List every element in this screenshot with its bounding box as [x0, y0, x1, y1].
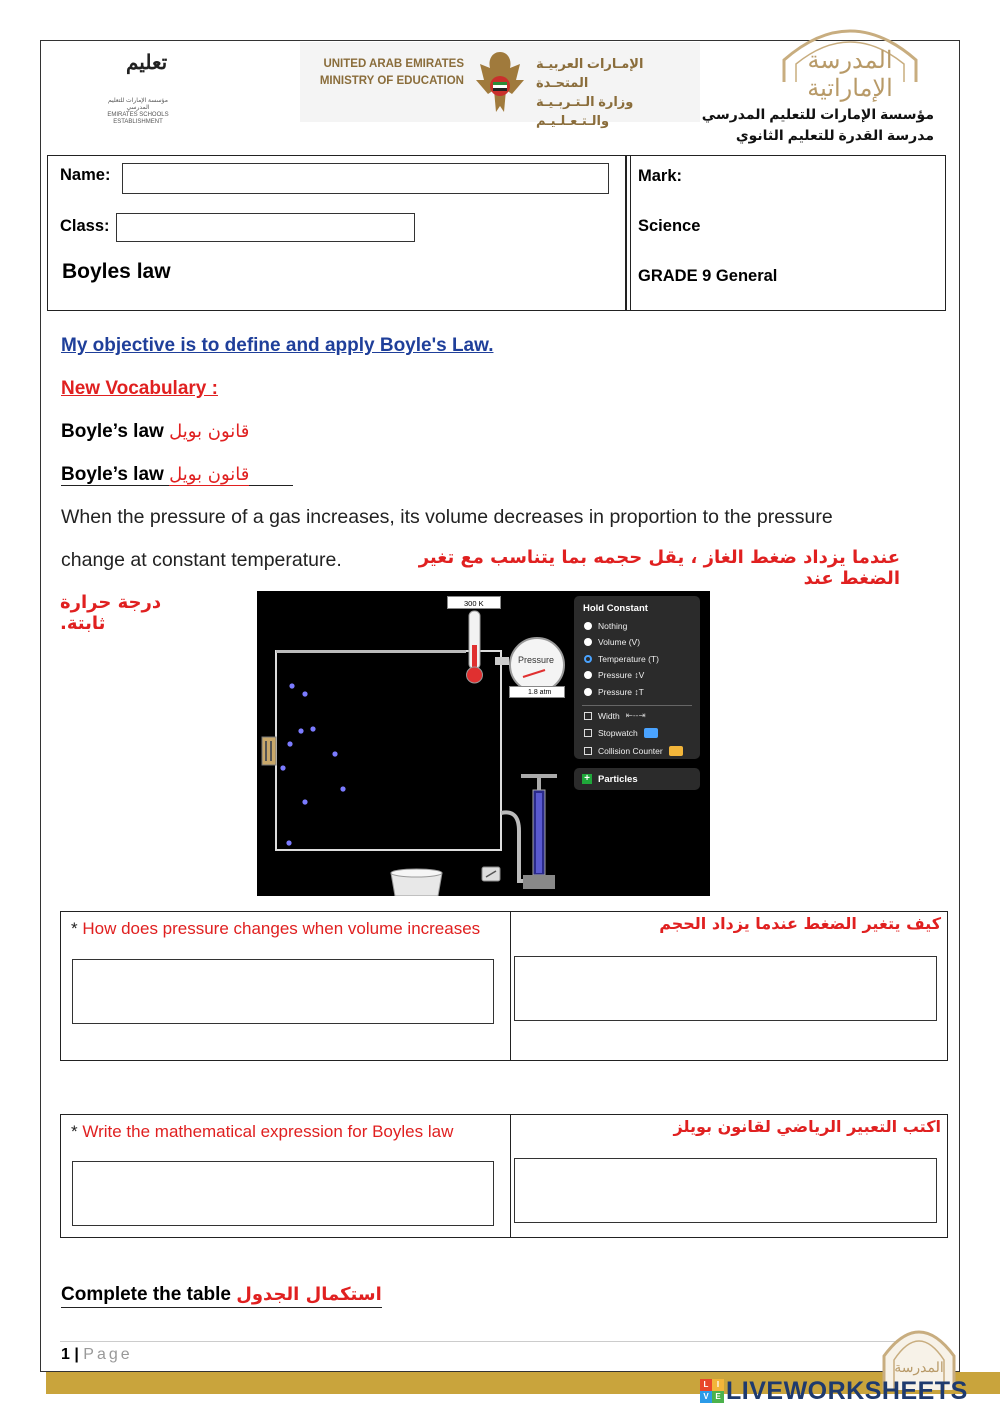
question-1-answer-ar[interactable]: [514, 956, 937, 1021]
worksheet-title: Boyles law: [62, 260, 171, 283]
question-2-answer-ar[interactable]: [514, 1158, 937, 1223]
check-width[interactable]: Width ⇤--⇥: [584, 710, 646, 721]
particle: [302, 799, 307, 804]
name-input[interactable]: [122, 163, 609, 194]
question-1-ar: كيف يتغير الضغط عندما يزداد الحجم: [659, 914, 941, 933]
vocab-term-1: Boyle’s law قانون بويل: [61, 421, 250, 442]
particle: [280, 765, 285, 770]
stopwatch-icon: [644, 728, 658, 738]
left-logo-caption: مؤسسة الإمارات للتعليم المدرسي EMIRATES SCHOOLS ESTABLISHMENT: [107, 98, 169, 125]
student-info-box: [47, 155, 946, 311]
option-pressure-v[interactable]: Pressure ↕V: [584, 670, 644, 680]
particle: [287, 741, 292, 746]
width-handle[interactable]: [262, 737, 276, 765]
definition-line-2: change at constant temperature.: [61, 549, 342, 571]
counter-icon: [669, 746, 683, 756]
radio-icon[interactable]: [584, 638, 592, 646]
student-info-right: [625, 155, 946, 311]
definition-ar-line-2: درجة حرارة ثابتة.: [60, 592, 162, 634]
student-info-left: [47, 155, 631, 311]
option-pressure-t[interactable]: Pressure ↕T: [584, 687, 644, 697]
pressure-readout[interactable]: 1.8 atm: [509, 686, 565, 698]
definition-ar-line-1: عندما يزداد ضغط الغاز ، يقل حجمه بما يتناسب مع تغير الضغط عند: [418, 547, 900, 589]
particle: [286, 840, 291, 845]
option-volume[interactable]: Volume (V): [584, 637, 640, 647]
width-arrows-icon: ⇤--⇥: [625, 710, 646, 720]
class-label: Class:: [60, 217, 110, 235]
question-2-answer-en[interactable]: [72, 1161, 494, 1226]
establishment-name: مؤسسة الإمارات للتعليم المدرسي مدرسة القدرة للتعليم الثانوي: [701, 106, 934, 143]
gas-container: [276, 651, 501, 850]
checkbox-icon[interactable]: [584, 712, 592, 720]
emirati-school-logo: المدرسة الإماراتية: [776, 20, 924, 86]
taleem-logo-mark: تعليم: [126, 50, 168, 74]
thermometer-icon: [467, 611, 483, 683]
container-lid: [276, 650, 466, 653]
question-2-ar: اكتب التعبير الرياضي لقانون بويلز: [673, 1117, 941, 1136]
check-stopwatch[interactable]: Stopwatch: [584, 728, 658, 738]
particle: [298, 728, 303, 733]
option-nothing[interactable]: Nothing: [584, 621, 627, 631]
radio-icon[interactable]: [584, 622, 592, 630]
question-1-table: [60, 911, 948, 1061]
liveworksheets-logo[interactable]: [700, 1376, 968, 1406]
check-collision-counter[interactable]: Collision Counter: [584, 746, 683, 756]
hold-constant-title: Hold Constant: [583, 603, 648, 614]
ministry-name-ar: الإمـارات العربيـة المتحـدة وزارة الـتـربـيـة والـتـعـلـيـم: [536, 56, 644, 128]
question-2-en: * Write the mathematical expression for Boyles law: [71, 1122, 454, 1141]
class-input[interactable]: [116, 213, 415, 242]
temperature-readout[interactable]: 300 K: [447, 596, 501, 609]
heat-bucket-icon: [391, 869, 442, 896]
particles-accordion[interactable]: + Particles: [574, 768, 700, 790]
liveworksheets-blocks-icon: L I V E: [700, 1379, 724, 1403]
complete-table-heading: Complete the table استكمال الجدول: [61, 1284, 382, 1308]
question-1-en: * How does pressure changes when volume increases: [71, 919, 481, 938]
particle: [302, 691, 307, 696]
checkbox-icon[interactable]: [584, 729, 592, 737]
gas-simulation: [257, 591, 710, 896]
panel-divider: [582, 705, 692, 706]
page-number: 1 | Page: [61, 1346, 133, 1363]
uae-emblem-icon: [474, 46, 526, 118]
particles: [280, 683, 345, 845]
emirates-schools-logo: [100, 48, 176, 130]
radio-icon[interactable]: [584, 688, 592, 696]
new-vocabulary-heading: New Vocabulary :: [61, 378, 218, 399]
question-1-answer-en[interactable]: [72, 959, 494, 1024]
mark-label: Mark:: [638, 167, 683, 185]
radio-selected-icon[interactable]: [584, 655, 592, 663]
svg-text:المدرسة: المدرسة: [894, 1360, 944, 1376]
footer-divider: [60, 1341, 940, 1342]
pressure-gauge-icon: [495, 638, 564, 692]
question-2-table: [60, 1114, 948, 1238]
particle: [289, 683, 294, 688]
bicycle-pump-icon: [501, 774, 557, 889]
radio-icon[interactable]: [584, 671, 592, 679]
particle: [310, 726, 315, 731]
option-temperature[interactable]: Temperature (T): [584, 654, 659, 664]
hold-constant-panel: [574, 596, 700, 759]
subject-label: Science: [638, 217, 701, 235]
vocab-term-2: Boyle’s law قانون بويل: [61, 464, 293, 486]
pressure-gauge-label: Pressure: [518, 655, 555, 665]
checkbox-icon[interactable]: [584, 747, 592, 755]
definition-line-1: When the pressure of a gas increases, its volume decreases in proportion to the pressure: [61, 506, 833, 528]
grade-label: GRADE 9 General: [638, 267, 778, 285]
name-label: Name:: [60, 166, 111, 184]
objective-heading: My objective is to define and apply Boyle's Law.: [61, 335, 494, 356]
plus-icon[interactable]: +: [582, 774, 592, 784]
ministry-name-en: UNITED ARAB EMIRATES MINISTRY OF EDUCATION: [319, 58, 464, 87]
particle: [332, 751, 337, 756]
liveworksheets-wordmark: LIVEWORKSHEETS: [726, 1376, 968, 1405]
particle: [340, 786, 345, 791]
